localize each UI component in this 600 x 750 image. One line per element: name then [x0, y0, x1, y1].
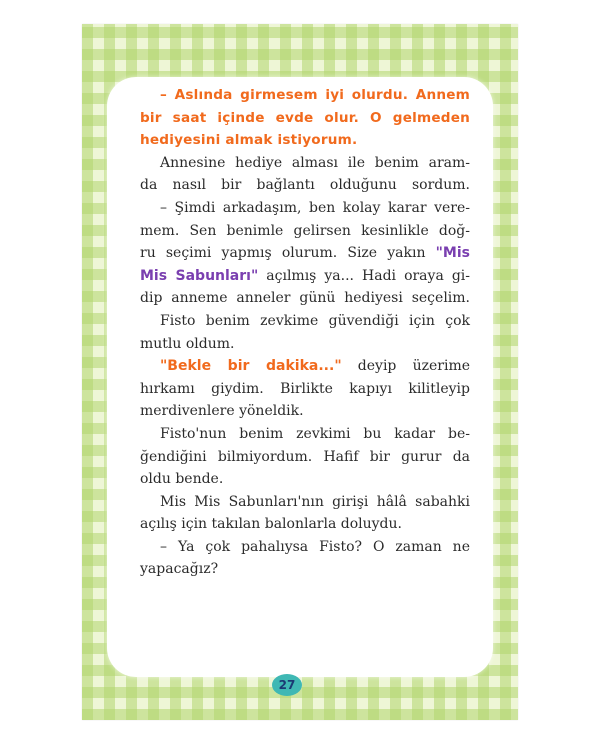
text-line-13: [140, 355, 470, 378]
brand-name-end: Mis Sabunları": [140, 267, 259, 284]
text-line-5: da nasıl bir bağlantı olduğunu sordum.: [140, 177, 470, 194]
text-line-22: yapacağız?: [140, 561, 219, 578]
text-line-8: [140, 242, 470, 265]
text-line-6: – Şimdi arkadaşım, ben kolay karar vere-: [160, 199, 470, 216]
text-line-13-end: deyip üzerime: [341, 358, 470, 375]
text-line-20: açılış için takılan balonlarla doluydu.: [140, 516, 402, 533]
text-line-15: merdivenlere yöneldik.: [140, 403, 304, 420]
dialogue-wait: "Bekle bir dakika...": [160, 358, 342, 375]
text-line-21: – Ya çok pahalıysa Fisto? O zaman ne: [160, 538, 470, 555]
dialogue-line-1: – Aslında girmesem iyi olurdu. Annem: [160, 87, 470, 103]
text-line-7: mem. Sen benimle gelirsen kesinlikle doğ-: [140, 222, 470, 239]
text-line-14: hırkamı giydim. Birlikte kapıyı kilitleyip: [140, 380, 470, 397]
text-line-4: Annesine hediye alması ile benim aram-: [160, 154, 470, 171]
text-line-12: mutlu oldum.: [140, 335, 235, 352]
page-number-badge: 27: [272, 674, 302, 696]
text-line-10: dip anneme anneler günü hediyesi seçelim.: [140, 290, 470, 307]
story-text: [140, 84, 470, 581]
brand-name-start: "Mis: [435, 245, 470, 262]
text-line-16: Fisto'nun benim zevkimi bu kadar be-: [160, 425, 470, 442]
text-line-8-start: ru seçimi yapmış olurum. Size yakın: [140, 245, 436, 262]
text-line-11: Fisto benim zevkime güvendiği için çok: [160, 312, 470, 329]
text-line-18: oldu bende.: [140, 471, 224, 488]
dialogue-line-3: hediyesini almak istiyorum.: [140, 132, 358, 149]
text-line-9-end: açılmış ya... Hadi oraya gi-: [258, 267, 470, 284]
dialogue-line-2: bir saat içinde evde olur. O gelmeden: [140, 109, 470, 126]
text-line-17: ğendiğini bilmiyordum. Hafif bir gurur da: [140, 448, 470, 465]
text-line-19: Mis Mis Sabunları'nın girişi hâlâ sabahki: [160, 493, 470, 510]
text-line-9: [140, 265, 470, 288]
